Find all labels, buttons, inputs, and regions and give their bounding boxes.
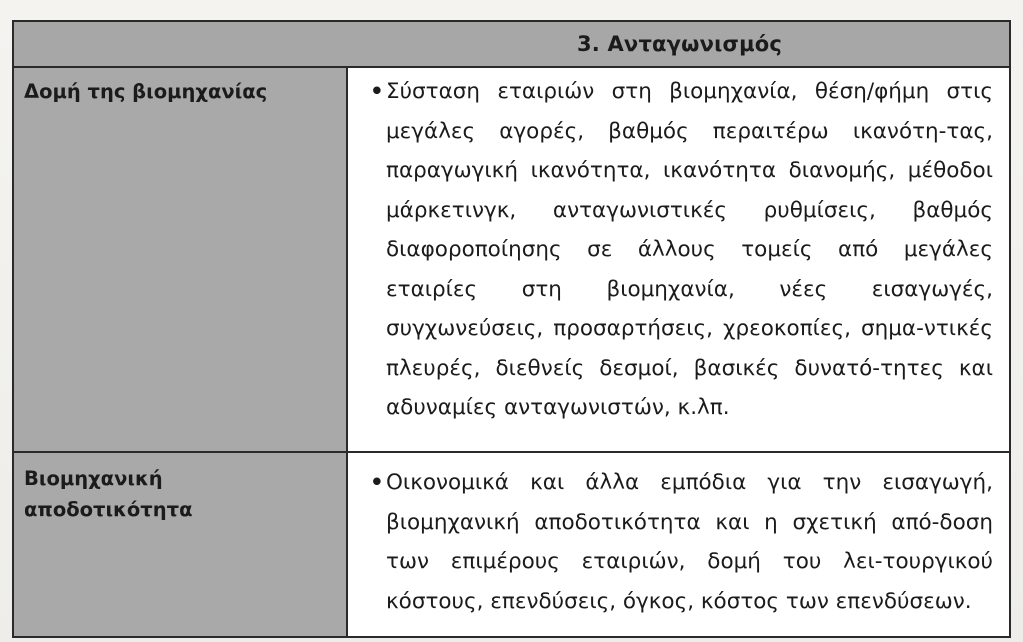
bullet-icon: • [370, 470, 384, 495]
table-header-row [14, 22, 1009, 68]
table-row [14, 68, 1009, 453]
row-content [348, 453, 1009, 636]
competition-table [12, 20, 1011, 638]
table-title: 3. Ανταγωνισμός [576, 32, 782, 56]
row-label: Δομή της βιομηχανίας [14, 68, 348, 451]
row-label: Βιομηχανική αποδοτικότητα [14, 453, 348, 636]
bullet-icon: • [370, 79, 384, 104]
row-text: Σύσταση εταιριών στη βιομηχανία, θέση/φήμη στις μεγάλες αγορές, βαθμός περαιτέρω ικανότη-τας, παραγωγική ικανότητα, ικανότητα διανομής, μέθοδοι μάρκετινγκ, ανταγωνιστικές ρυθμίσεις, βαθμός διαφοροποίησης σε άλλους τομείς από μεγάλες εταιρίες στη βιομηχανία, νέες εισαγωγές, συγχωνεύσεις, προσαρτήσεις, χρεοκοπίες, σημα-ντικές πλευρές, διεθνείς δεσμοί, βασικές δυνατό-τητες και αδυναμίες ανταγωνιστών, κ.λπ. [386, 79, 993, 420]
row-text: Οικονομικά και άλλα εμπόδια για την εισαγωγή, βιομηχανική αποδοτικότητα και η σχετική από-δοση των επιμέρους εταιριών, δομή του λει-τουργικού κόστους, επενδύσεις, όγκος, κόστος των επενδύσεων. [386, 470, 993, 614]
table-row [14, 453, 1009, 636]
row-paragraph [370, 72, 993, 428]
header-empty-cell [14, 22, 348, 66]
row-paragraph [370, 463, 993, 621]
row-content [348, 68, 1009, 451]
